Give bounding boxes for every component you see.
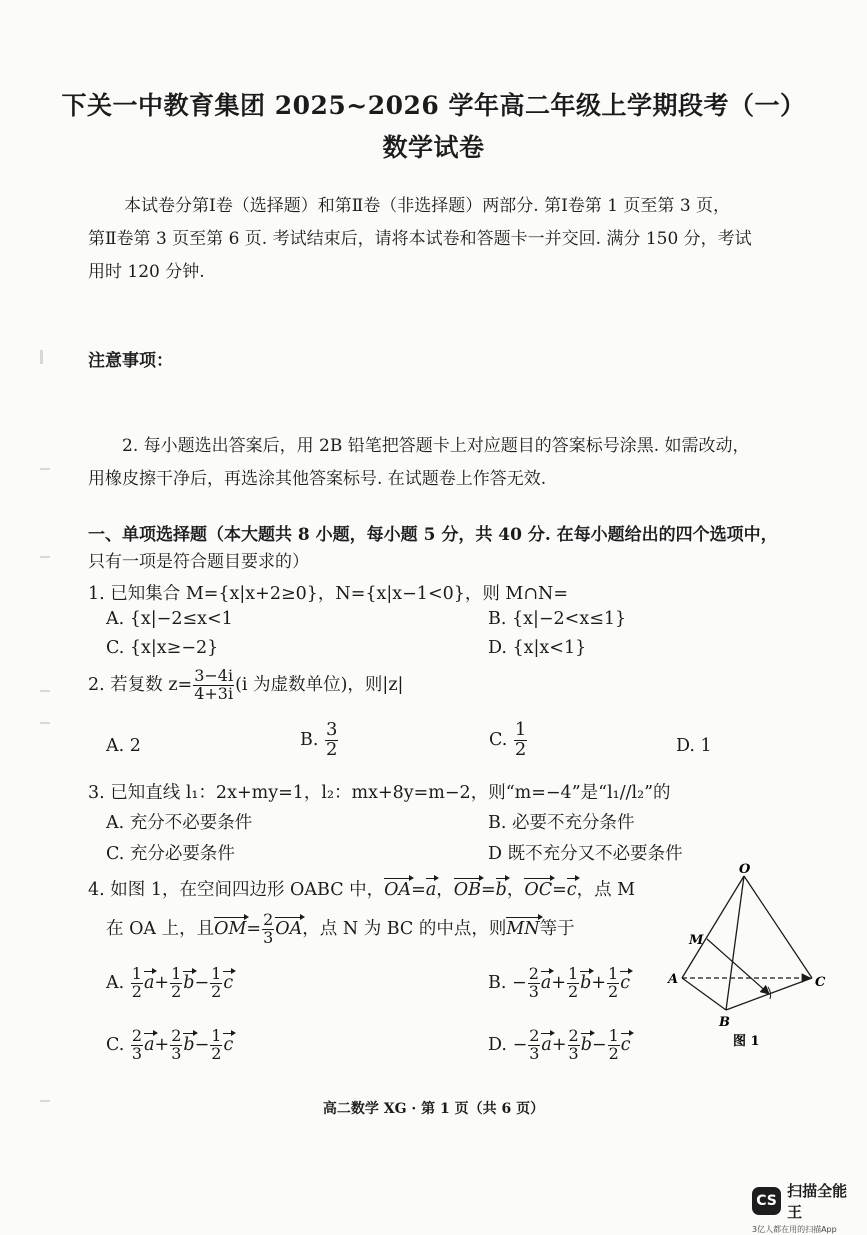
coef-num: 2 [528, 964, 539, 983]
question-3-option-b: B. 必要不充分条件 [488, 813, 635, 833]
fraction-numerator: 2 [263, 910, 274, 929]
scan-speck [40, 690, 50, 692]
vector-a: a [541, 1034, 552, 1055]
coef-num: 1 [211, 1026, 222, 1045]
coef [170, 966, 182, 1001]
vector-ob: OB [453, 880, 481, 900]
intro-line-1: 本试卷分第Ⅰ卷（选择题）和第Ⅱ卷（非选择题）两部分. 第Ⅰ卷第 1 页至第 3 页， [124, 196, 731, 216]
question-4-intro: 4. 如图 1，在空间四边形 OABC 中， [88, 880, 385, 900]
coef [210, 966, 222, 1001]
vector-b: b [183, 1034, 195, 1055]
option-label: B. [488, 972, 507, 993]
question-2-prefix: 2. 若复数 z= [88, 674, 193, 695]
section-1-heading-line-2: 只有一项是符合题目要求的） [88, 552, 309, 572]
question-4-line-2-mid: ，点 N 为 BC 的中点，则 [302, 918, 507, 939]
edge-oc [744, 876, 812, 978]
scan-speck [40, 468, 50, 470]
question-4-stem-line-1 [88, 876, 635, 901]
question-1-option-b: B. {x|−2<x≤1} [488, 609, 627, 629]
question-2-numerator: 3−4i [194, 666, 234, 685]
coef-den: 2 [608, 1043, 619, 1063]
notice-heading: 注意事项： [88, 351, 173, 371]
coef [210, 1028, 222, 1063]
equals-sign: = [246, 918, 262, 939]
plus-sign: + [591, 972, 607, 993]
question-2-option-b-num: 3 [326, 719, 338, 740]
vector-mn: MN [506, 918, 540, 939]
coef-num: 1 [131, 964, 142, 983]
question-3-stem: 3. 已知直线 l₁：2x+my=1，l₂：mx+8y=m−2，则“m=−4”是“l₁//l₂”的 [88, 783, 671, 803]
edge-ob [726, 876, 744, 1010]
scanner-badge [752, 1180, 860, 1222]
question-2-option-c-den: 2 [514, 738, 527, 760]
question-4-line-1-end: ，点 M [576, 880, 636, 900]
figure-caption: 图 1 [733, 1034, 760, 1049]
question-2-option-b-fraction [325, 721, 338, 760]
plus-sign: + [154, 1034, 170, 1055]
vector-b: b [183, 972, 195, 993]
vector-a: a [144, 1034, 155, 1055]
coef [131, 966, 143, 1001]
question-4-option-d [488, 1028, 631, 1063]
minus-sign: − [194, 1034, 210, 1055]
coef [608, 1028, 620, 1063]
vector-a: a [540, 972, 552, 993]
option-label: C. [106, 1034, 125, 1055]
edge-ab [682, 978, 726, 1010]
minus-sign: − [512, 972, 527, 993]
option-label: D. [488, 1034, 507, 1055]
coef-den: 3 [568, 1043, 579, 1063]
coef-num: 1 [608, 964, 619, 983]
exam-title: 下关一中教育集团 2025~2026 学年高二年级上学期段考（一） [61, 91, 806, 120]
minus-sign: − [512, 1034, 528, 1055]
coef-den: 3 [529, 1043, 540, 1063]
fraction-two-thirds [262, 912, 274, 947]
scan-speck [40, 1100, 50, 1102]
vector-b: b [495, 880, 507, 900]
scan-speck [40, 556, 50, 558]
intro-line-3: 用时 120 分钟. [88, 262, 205, 282]
separator: ， [506, 880, 525, 900]
vector-b: b [580, 1034, 592, 1055]
notice-item-2-line-1: 2. 每小题选出答案后，用 2B 铅笔把答题卡上对应题目的答案标号涂黑. 如需改动， [122, 436, 750, 456]
question-2-option-a: A. 2 [106, 736, 141, 756]
edge-oa [682, 876, 744, 978]
vector-a: a [143, 972, 155, 993]
scanner-name: 扫描全能王 [787, 1182, 848, 1221]
label-o: O [739, 862, 751, 877]
label-m: M [689, 933, 704, 948]
question-2-option-d: D. 1 [676, 736, 712, 756]
coef-den: 2 [131, 981, 142, 1001]
question-1-option-c: C. {x|x≥−2} [106, 638, 219, 658]
coef-den: 2 [567, 981, 579, 1001]
segment-mn [707, 939, 769, 994]
coef-den: 3 [171, 1043, 182, 1063]
coef-num: 1 [567, 964, 579, 983]
question-2-option-c-num: 1 [514, 719, 527, 740]
question-1-option-d: D. {x|x<1} [488, 638, 587, 658]
plus-sign: + [551, 972, 566, 993]
coef [528, 966, 540, 1001]
coef-den: 3 [528, 981, 539, 1001]
question-2-denominator: 4+3i [194, 683, 234, 703]
option-label: A. [106, 972, 125, 993]
minus-sign: − [194, 972, 210, 993]
coef-den: 2 [211, 981, 222, 1001]
coef-num: 2 [568, 1026, 579, 1045]
coef-den: 2 [608, 981, 619, 1001]
question-4-stem-line-2 [106, 912, 575, 947]
vector-oa: OA [384, 880, 412, 900]
label-c: C [815, 975, 826, 990]
question-2-option-b [300, 721, 339, 760]
question-4-option-c [106, 1028, 233, 1063]
coef [607, 966, 619, 1001]
label-a: A [668, 972, 679, 987]
coef-num: 2 [131, 1026, 143, 1045]
exam-subtitle: 数学试卷 [382, 133, 485, 162]
question-2-option-c-fraction [514, 721, 527, 760]
coef-num: 2 [529, 1026, 540, 1045]
coef-num: 2 [171, 1026, 182, 1045]
coef-den: 2 [171, 981, 182, 1001]
vector-c: c [223, 972, 234, 993]
coef [568, 1028, 580, 1063]
question-2-suffix: (i 为虚数单位)，则|z| [235, 674, 404, 695]
scan-speck [40, 722, 50, 724]
notice-item-2-line-2: 用橡皮擦干净后，再选涂其他答案标号. 在试题卷上作答无效. [88, 469, 547, 489]
figure-1-tetrahedron [660, 862, 832, 1052]
page-footer: 高二数学 XG · 第 1 页（共 6 页） [322, 1101, 545, 1117]
intro-line-2: 第Ⅱ卷第 3 页至第 6 页. 考试结束后，请将本试卷和答题卡一并交回. 满分 150 分，考试 [88, 229, 752, 249]
vector-b: b [580, 972, 592, 993]
vector-a: a [425, 880, 437, 900]
question-3-option-d: D 既不充分又不必要条件 [488, 844, 683, 864]
question-2-option-b-label: B. [300, 729, 319, 750]
question-3-option-c: C. 充分必要条件 [106, 844, 235, 864]
fraction-denominator: 3 [263, 927, 274, 947]
question-2-option-b-den: 2 [326, 738, 338, 760]
coef [528, 1028, 540, 1063]
vector-c: c [620, 1034, 631, 1055]
question-3-option-a: A. 充分不必要条件 [106, 813, 253, 833]
question-2-option-c [489, 721, 528, 760]
equals-sign: = [480, 880, 496, 900]
coef-den: 3 [131, 1043, 143, 1063]
question-2-stem [88, 668, 403, 703]
scan-speck [40, 350, 43, 364]
section-1-heading: 一、单项选择题（本大题共 8 小题，每小题 5 分，共 40 分. 在每小题给出的四个选项中， [88, 525, 778, 545]
vector-c: c [620, 972, 631, 993]
plus-sign: + [154, 972, 170, 993]
question-1-stem: 1. 已知集合 M={x|x+2≥0}，N={x|x−1<0}，则 M∩N= [88, 584, 568, 604]
coef-num: 1 [608, 1026, 619, 1045]
coef [170, 1028, 182, 1063]
question-2-option-c-label: C. [489, 729, 508, 750]
question-2-fraction [193, 668, 234, 703]
cs-logo-icon: CS [752, 1187, 781, 1215]
plus-sign: + [551, 1034, 567, 1055]
vector-c: c [566, 880, 577, 900]
coef-den: 2 [211, 1043, 222, 1063]
coef-num: 1 [211, 964, 222, 983]
vector-oa: OA [275, 918, 303, 939]
vector-c: c [223, 1034, 234, 1055]
separator: ， [436, 880, 454, 900]
label-b: B [719, 1015, 730, 1030]
equals-sign: = [411, 880, 426, 900]
coef [567, 966, 579, 1001]
coef [131, 1028, 143, 1063]
question-4-line-2-end: 等于 [539, 918, 575, 939]
equals-sign: = [552, 880, 567, 900]
question-4-line-2-start: 在 OA 上，且 [106, 918, 215, 939]
vector-oc: OC [524, 880, 553, 900]
scanner-tagline: 3亿人都在用的扫描App [752, 1225, 837, 1234]
question-1-option-a: A. {x|−2≤x<1 [106, 609, 233, 629]
question-4-option-a [106, 966, 233, 1001]
question-4-option-b [488, 966, 630, 1001]
coef-num: 1 [171, 964, 182, 983]
minus-sign: − [591, 1034, 607, 1055]
vector-om: OM [214, 918, 247, 939]
